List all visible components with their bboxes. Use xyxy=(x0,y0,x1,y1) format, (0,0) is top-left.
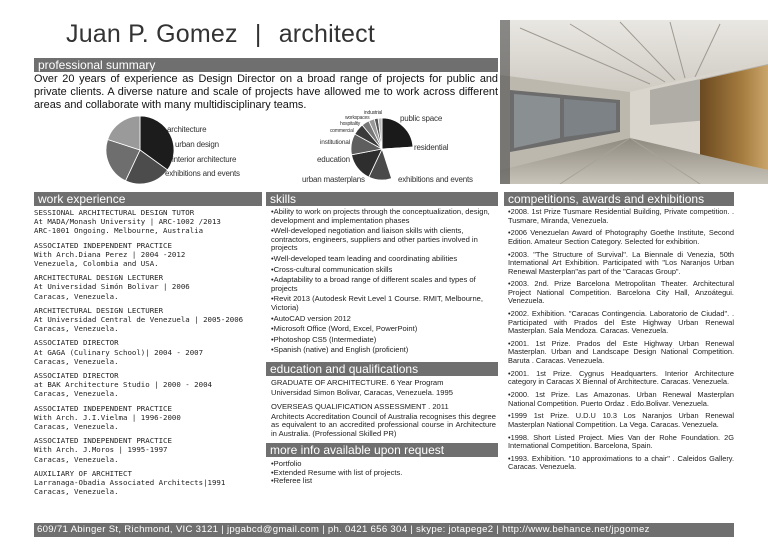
pie2-label-education: education xyxy=(317,155,350,164)
competition-item: •1999 1st Prize. U.D.U 10.3 Los Naranjos Urban Renewal Masterplan National Competition. La Vega. Caracas. Venezuela. xyxy=(508,411,734,429)
work-entry-title: ARCHITECTURAL DESIGN LECTURER xyxy=(34,273,164,283)
more-info-item: •Extended Resume with list of projects. xyxy=(271,467,403,477)
competition-item: •2002. Exhibition. "Caracas Contingencia. Laboratorio de Ciudad". . Participated with Prados del Este Highway Urban Renewal Masterplan. Sala Mendoza. Caracas. Venezuela. xyxy=(508,309,734,336)
competition-item: •2001. 1st Prize. Prados del Este Highway Urban Renewal Masterplan. Urban and Landscape Design National Competition. Baruta . Caracas. Venezuela. xyxy=(508,338,734,365)
competition-item: •2001. 1st Prize. Cygnus Headquarters. Interior Architecture category in Caracas X Biennal of Architecture. Caracas. Venezuela. xyxy=(508,368,734,387)
work-entry xyxy=(34,338,262,366)
work-entry-detail: Caracas, Venezuela. xyxy=(34,422,119,432)
pie2-label-workspaces: workspaces xyxy=(345,115,370,121)
name: Juan P. Gomez xyxy=(66,20,238,48)
more-info-item: •Portfolio xyxy=(271,459,302,468)
competition-item: •2000. 1st Prize. Las Amazonas. Urban Renewal Masterplan National Competition. Puerto Ordaz . Edo.Bolivar. Venezuela. xyxy=(508,390,734,408)
work-entry-detail: at BAK Architecture Studio | 2000 - 2004 xyxy=(34,380,212,390)
work-entry-title: ASSOCIATED INDEPENDENT PRACTICE xyxy=(34,403,172,413)
work-entry-detail: With Arch. J.Moros | 1995-1997 xyxy=(34,445,168,455)
work-entry xyxy=(34,436,262,464)
work-entry-detail: With Arch. J.I.Vielma | 1996-2000 xyxy=(34,412,181,422)
education-list xyxy=(271,379,496,439)
pie2-label-urban-masterplans: urban masterplans xyxy=(302,175,365,184)
work-experience-list xyxy=(34,208,262,501)
section-header-summary: professional summary xyxy=(34,58,498,72)
pie2-label-institutional: institutional xyxy=(320,139,350,146)
role: architect xyxy=(278,20,375,48)
competition-item: •2008. 1st Prize Tusmare Residential Building, Private competition. . Tusmare, Miranda, Venezuela. xyxy=(508,207,734,225)
work-entry-title: AUXILIARY OF ARCHITECT xyxy=(34,468,132,478)
education-head: GRADUATE OF ARCHITECTURE. 6 Year Program xyxy=(271,378,444,387)
summary-text: Over 20 years of experience as Design Director on a broad range of projects for public and private clients. A diverse nature and scale of projects have allowed me to work across different areas and collaborate with many multidisciplinary teams. xyxy=(34,73,498,112)
work-entry xyxy=(34,371,262,399)
work-entry-title: ASSOCIATED DIRECTOR xyxy=(34,371,119,381)
work-entry-title: ARCHITECTURAL DESIGN LECTURER xyxy=(34,305,164,315)
skill-item: •Adaptability to a broad range of different scales and types of projects xyxy=(271,275,476,293)
skill-item: •AutoCAD version 2012 xyxy=(271,313,351,323)
work-entry-title: ASSOCIATED DIRECTOR xyxy=(34,338,119,348)
skills-list xyxy=(271,208,496,357)
contact-footer: 609/71 Abinger St, Richmond, VIC 3121 | jpgabcd@gmail.com | ph. 0421 656 304 | skype: jotapege2 | http://www.behance.net/jpgomez xyxy=(34,523,734,537)
pie2-label-industrial: industrial xyxy=(364,110,383,116)
skill-item: •Revit 2013 (Autodesk Revit Level 1 Course. RMIT, Melbourne, Victoria) xyxy=(271,294,484,312)
pie2-label-residential: residential xyxy=(414,143,449,152)
section-header-education: education and qualifications xyxy=(266,362,498,376)
pie2-label-public-space: public space xyxy=(400,114,443,123)
competitions-list xyxy=(508,208,734,476)
work-entry xyxy=(34,306,262,334)
section-header-work: work experience xyxy=(34,192,262,206)
work-entry-detail: Caracas, Venezuela. xyxy=(34,389,119,399)
education-body: Architects Accreditation Council of Australia recognises this degree as equivalent to an accredited professional course in Architecture in Australia. (Professional Skilled PR) xyxy=(271,411,496,438)
competition-item: •1993. Exhibition. "10 approximations to a chair" . Caleidos Gallery. Caracas. Venezuela. xyxy=(508,453,734,472)
pie1-label-interior-architecture: interior architecture xyxy=(172,155,237,164)
work-entry xyxy=(34,404,262,432)
education-head: OVERSEAS QUALIFICATION ASSESSMENT . 2011 xyxy=(271,402,449,412)
work-entry-title: ASSOCIATED INDEPENDENT PRACTICE xyxy=(34,240,172,250)
competition-item: •1998. Short Listed Project. Mies Van der Rohe Foundation. 2G International Competition. Barcelona, Spain. xyxy=(508,432,734,451)
pie2-label-exhibitions: exhibitions and events xyxy=(398,175,473,184)
skill-item: •Well-developed team leading and coordinating abilities xyxy=(271,253,458,263)
competition-item: •2003. "The Structure of Survival". La Biennale di Venezia, 50th International Art Exhibition. Participated with "Los Naranjos Urban Renewal Masterplan"as part of the "Caracas Group". xyxy=(508,249,734,276)
work-entry-detail: Larranaga-Obadia Associated Architects|1991 xyxy=(34,478,226,488)
skill-item: •Spanish (native) and English (proficient) xyxy=(271,345,409,355)
work-entry-detail: Caracas, Venezuela. xyxy=(34,356,119,366)
work-entry xyxy=(34,273,262,301)
work-entry-title: ASSOCIATED INDEPENDENT PRACTICE xyxy=(34,436,172,446)
work-entry-detail: At GAGA (Culinary School)| 2004 - 2007 xyxy=(34,347,204,357)
work-entry-detail: Caracas, Venezuela. xyxy=(34,487,119,497)
pie1-label-exhibitions: exhibitions and events xyxy=(165,169,240,178)
skill-item: •Photoshop CS5 (Intermediate) xyxy=(271,334,377,344)
skill-item: •Cross-cultural communication skills xyxy=(271,264,393,274)
more-info-item: •Referee list xyxy=(271,476,313,486)
work-entry-title: SESSIONAL ARCHITECTURAL DESIGN TUTOR xyxy=(34,208,195,217)
pie2-label-hospitality: hospitality xyxy=(340,121,361,127)
interior-photo xyxy=(500,20,768,184)
pie2-label-commercial: commercial xyxy=(330,128,354,134)
skill-item: •Ability to work on projects through the conceptualization, design, development and implementation phases xyxy=(271,207,490,225)
skill-item: •Microsoft Office (Word, Excel, PowerPoint) xyxy=(271,324,418,334)
competition-item: •2006 Venezuelan Award of Photography Goethe Institute, Second Edition. Amateur Section Category. Selected for exhibition. xyxy=(508,228,734,246)
section-header-skills: skills xyxy=(266,192,498,206)
more-info-list xyxy=(271,460,496,486)
pie1-label-architecture: architecture xyxy=(167,125,207,134)
skill-item: •Well-developed negotiation and liaison skills with clients, contractors, engineers, suppliers and other parties involved in projects xyxy=(271,226,478,253)
competition-item: •2003. 2nd. Prize Barcelona Metropolitan Theater. Architectural Project National Competition. Barcelona City Hall, Anzoátegui. Venezuela. xyxy=(508,279,734,306)
work-entry-detail: Caracas, Venezuela. xyxy=(34,291,119,301)
education-body: Universidad Simon Bolivar, Caracas, Venezuela. 1995 xyxy=(271,387,453,397)
section-header-competitions: competitions, awards and exhibitions xyxy=(504,192,734,206)
work-entry xyxy=(34,208,262,236)
work-entry-detail: Caracas, Venezuela. xyxy=(34,324,119,334)
work-entry xyxy=(34,241,262,269)
work-entry-detail: With Arch.Diana Perez | 2004 -2012 xyxy=(34,249,186,259)
pie1-label-urban-design: urban design xyxy=(175,140,219,149)
education-entry xyxy=(271,403,496,438)
section-header-more-info: more info available upon request xyxy=(266,443,498,457)
work-entry-detail: Venezuela, Colombia and USA. xyxy=(34,259,159,269)
title-separator: | xyxy=(254,20,262,48)
work-entry-detail: At Universidad Central de Venezuela | 2005-2006 xyxy=(34,315,244,325)
education-entry xyxy=(271,379,496,397)
work-entry-detail: At MADA/Monash University | ARC-1002 /2013 xyxy=(34,217,221,227)
work-entry-detail: ARC-1001 Ongoing. Melbourne, Australia xyxy=(34,226,204,236)
work-entry-detail: At Universidad Simón Bolivar | 2006 xyxy=(34,282,190,292)
work-entry xyxy=(34,469,262,497)
work-entry-detail: Caracas, Venezuela. xyxy=(34,454,119,464)
page-title xyxy=(66,20,375,49)
